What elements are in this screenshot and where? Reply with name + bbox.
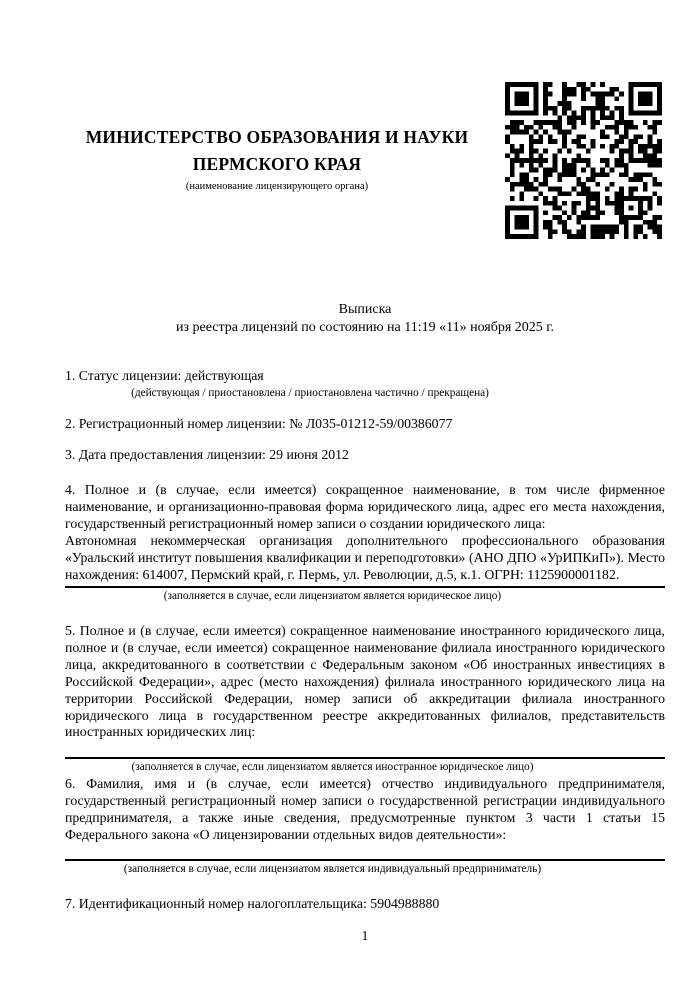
licensing-authority-caption: (наименование лицензирующего органа) <box>185 181 369 192</box>
license-status-options-caption: (действующая / приостановлена / приостановлена частично / прекращена) <box>131 387 489 399</box>
foreign-entity-caption: (заполняется в случае, если лицензиатом является иностранное юридическое лицо) <box>131 761 534 774</box>
item-taxpayer-number: 7. Идентификационный номер налогоплательщика: 5904988880 <box>65 896 440 911</box>
document-title-line1: Выписка <box>338 302 392 317</box>
foreign-entity-fill-line <box>65 757 665 759</box>
licensing-authority-header <box>65 124 489 193</box>
qr-code <box>505 82 662 239</box>
legal-entity-fill-line <box>65 586 665 588</box>
document-title-line2: из реестра лицензий по состоянию на 11:19 «11» ноября 2025 г. <box>176 319 554 335</box>
item-legal-entity <box>65 482 665 603</box>
item-foreign-entity <box>65 623 665 774</box>
individual-entrepreneur-caption: (заполняется в случае, если лицензиатом является индивидуальный предприниматель) <box>123 862 542 875</box>
page-number: 1 <box>361 928 369 943</box>
document-title <box>65 301 665 336</box>
item-grant-date: 3. Дата предоставления лицензии: 29 июня 2012 <box>65 447 349 462</box>
item-registration-number: 2. Регистрационный номер лицензии: № Л035-01212-59/00386077 <box>65 416 453 431</box>
legal-entity-label: 4. Полное и (в случае, если имеется) сокращенное наименование, в том числе фирменное наименование, и организационно-правовая форма юридического лица, адрес его места нахождения, государственный регистрационный номер записи о создании юридического лица: <box>65 482 665 531</box>
legal-entity-value: Автономная некоммерческая организация дополнительного профессионального образования «Уральский институт повышения квалификации и переподготовки» (АНО ДПО «УрИПКиП»). Место нахождения: 614007, Пермский край, г. Пермь, ул. Революции, д.5, к.1. ОГРН: 1125900001182. <box>65 532 665 582</box>
item-individual-entrepreneur <box>65 776 665 876</box>
legal-entity-caption: (заполняется в случае, если лицензиатом является юридическое лицо) <box>163 590 502 603</box>
individual-entrepreneur-fill-line <box>65 859 665 861</box>
ministry-name-line2: ПЕРМСКОГО КРАЯ <box>192 154 362 174</box>
individual-entrepreneur-label: 6. Фамилия, имя и (в случае, если имеется) отчество индивидуального предпринимателя, государственный регистрационный номер записи о государственной регистрации индивидуального предпринимателя, а также иные сведения, предусмотренные пунктом 3 части 1 статьи 15 Федерального закона «О лицензировании отдельных видов деятельности»: <box>65 776 665 842</box>
item-license-status: 1. Статус лицензии: действующая <box>65 368 264 383</box>
ministry-name-line1: МИНИСТЕРСТВО ОБРАЗОВАНИЯ И НАУКИ <box>85 127 469 147</box>
foreign-entity-label: 5. Полное и (в случае, если имеется) сокращенное наименование иностранного юридического лица, полное и (в случае, если имеется) сокращенное наименование филиала иностранного юридического лица, аккредитованного в соответствии с Федеральным законом «Об иностранных инвестициях в Российской Федерации», адрес (место нахождения) филиала иностранного юридического лица на территории Российской Федерации, номер записи об аккредитации филиала иностранного юридического лица в государственном реестре аккредитованных филиалов, представительств иностранных юридических лиц: <box>65 623 665 740</box>
